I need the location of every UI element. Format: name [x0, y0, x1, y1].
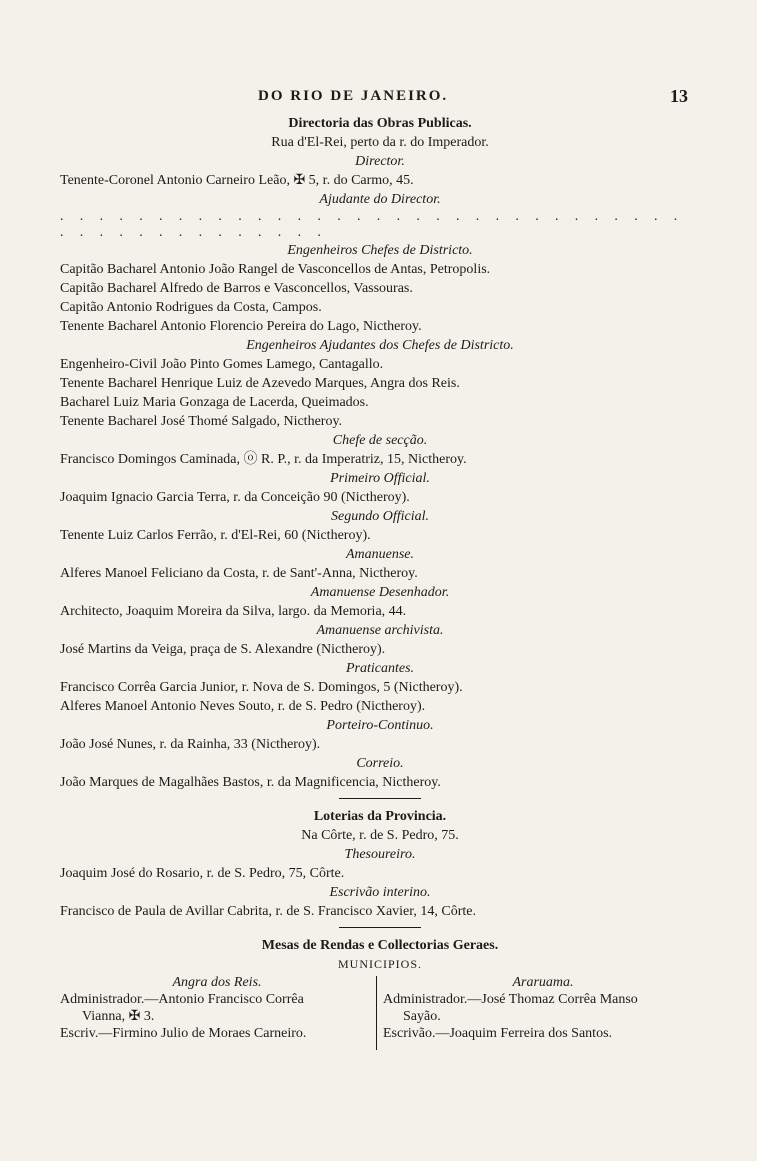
angra-escrivao: Escriv.—Firmino Julio de Moraes Carneiro.: [60, 1026, 307, 1041]
angra-title: Angra dos Reis.: [172, 975, 262, 990]
loterias-heading: Loterias da Provincia.: [313, 809, 447, 824]
archivista-label: Amanuense archivista.: [316, 623, 444, 638]
section-divider: [339, 798, 421, 799]
araruama-administrador-cont: Sayão.: [403, 1009, 441, 1024]
loterias-address: Na Côrte, r. de S. Pedro, 75.: [301, 828, 459, 843]
dot-leader: . . . . . . . . . . . . . . . . . . . . . . . . . . . . . . . . . . . . . . . . . . . . . .: [60, 209, 684, 240]
chefe-entry: Capitão Bacharel Antonio João Rangel de Vasconcellos de Antas, Petropolis.: [60, 262, 491, 277]
column-angra: [60, 974, 374, 1042]
tesoureiro-entry: Joaquim José do Rosario, r. de S. Pedro, 75, Côrte.: [60, 866, 345, 881]
director-label: Director.: [355, 154, 405, 169]
obras-heading: Directoria das Obras Publicas.: [288, 116, 472, 131]
escrivao-label: Escrivão interino.: [329, 885, 431, 900]
ajudante-entry: Bacharel Luiz Maria Gonzaga de Lacerda, Queimados.: [60, 395, 369, 410]
ajudante-label: Ajudante do Director.: [319, 192, 441, 207]
chefes-label: Engenheiros Chefes de Districto.: [287, 243, 473, 258]
tesoureiro-label: Thesoureiro.: [344, 847, 416, 862]
mesas-heading: Mesas de Rendas e Collectorias Geraes.: [261, 938, 499, 953]
escrivao-entry: Francisco de Paula de Avillar Cabrita, r. de S. Francisco Xavier, 14, Côrte.: [60, 904, 476, 919]
column-araruama: [383, 974, 703, 1042]
correio-entry: João Marques de Magalhães Bastos, r. da Magnificencia, Nictheroy.: [60, 775, 441, 790]
ajudante-entry: Tenente Bacharel José Thomé Salgado, Nictheroy.: [60, 414, 343, 429]
section-divider: [339, 927, 421, 928]
municipios-columns: [60, 974, 700, 1054]
araruama-title: Araruama.: [512, 975, 574, 990]
director-entry: Tenente-Coronel Antonio Carneiro Leão, ✠ 5, r. do Carmo, 45.: [60, 173, 414, 188]
praticantes-label: Praticantes.: [345, 661, 415, 676]
primeiro-label: Primeiro Official.: [330, 471, 430, 486]
municipios-subheading: MUNICIPIOS.: [337, 957, 422, 971]
correio-label: Correio.: [356, 756, 404, 771]
amanuense-entry: Alferes Manoel Feliciano da Costa, r. de Sant'-Anna, Nictheroy.: [60, 566, 418, 581]
praticante-entry: Alferes Manoel Antonio Neves Souto, r. de S. Pedro (Nictheroy).: [60, 699, 426, 714]
chefe-entry: Tenente Bacharel Antonio Florencio Pereira do Lago, Nictheroy.: [60, 319, 422, 334]
ajudantes-label: Engenheiros Ajudantes dos Chefes de Districto.: [246, 338, 514, 353]
segundo-entry: Tenente Luiz Carlos Ferrão, r. d'El-Rei, 60 (Nictheroy).: [60, 528, 371, 543]
chefe-entry: Capitão Bacharel Alfredo de Barros e Vasconcellos, Vassouras.: [60, 281, 413, 296]
chefe-secao-entry: Francisco Domingos Caminada, ⓞ R. P., r. da Imperatriz, 15, Nictheroy.: [60, 452, 467, 467]
chefe-entry: Capitão Antonio Rodrigues da Costa, Campos.: [60, 300, 322, 315]
ajudante-entry: Engenheiro-Civil João Pinto Gomes Lamego, Cantagallo.: [60, 357, 384, 372]
araruama-administrador: Administrador.—José Thomaz Corrêa Manso: [383, 992, 638, 1007]
archivista-entry: José Martins da Veiga, praça de S. Alexandre (Nictheroy).: [60, 642, 386, 657]
ajudante-entry: Tenente Bacharel Henrique Luiz de Azevedo Marques, Angra dos Reis.: [60, 376, 460, 391]
page-number: 13: [670, 86, 688, 106]
column-divider: [376, 976, 377, 1050]
segundo-label: Segundo Official.: [331, 509, 429, 524]
angra-administrador-cont: Vianna, ✠ 3.: [82, 1009, 155, 1024]
amanuense-label: Amanuense.: [345, 547, 415, 562]
angra-administrador: Administrador.—Antonio Francisco Corrêa: [60, 992, 304, 1007]
porteiro-label: Porteiro-Continuo.: [326, 718, 434, 733]
desenhador-label: Amanuense Desenhador.: [310, 585, 450, 600]
praticante-entry: Francisco Corrêa Garcia Junior, r. Nova de S. Domingos, 5 (Nictheroy).: [60, 680, 463, 695]
desenhador-entry: Architecto, Joaquim Moreira da Silva, largo. da Memoria, 44.: [60, 604, 407, 619]
running-title: DO RIO DE JANEIRO.: [258, 88, 449, 104]
primeiro-entry: Joaquim Ignacio Garcia Terra, r. da Conceição 90 (Nictheroy).: [60, 490, 410, 505]
chefe-secao-label: Chefe de secção.: [332, 433, 428, 448]
obras-section: [60, 114, 700, 1054]
porteiro-entry: João José Nunes, r. da Rainha, 33 (Nictheroy).: [60, 737, 321, 752]
obras-address: Rua d'El-Rei, perto da r. do Imperador.: [271, 135, 489, 150]
araruama-escrivao: Escrivão.—Joaquim Ferreira dos Santos.: [383, 1026, 613, 1041]
